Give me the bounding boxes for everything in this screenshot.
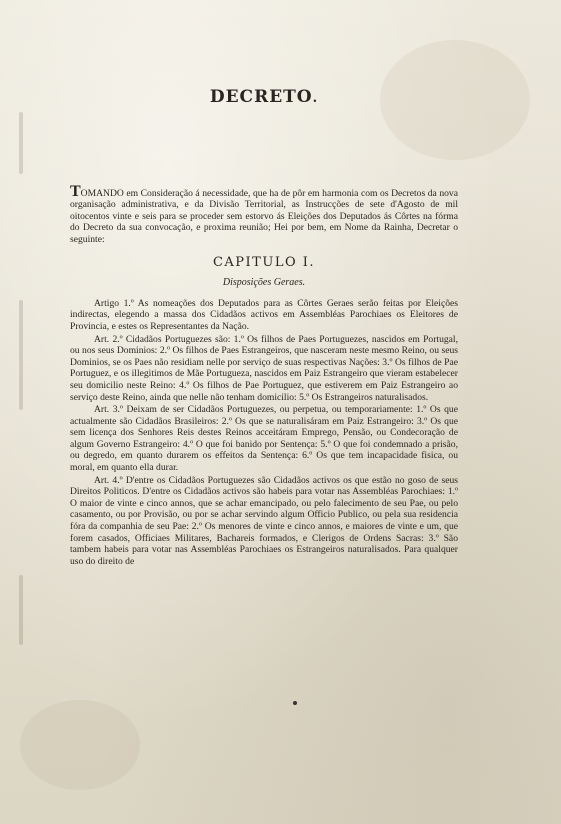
article-paragraph: Art. 3.º Deixam de ser Cidadãos Portuguezes, ou perpetua, ou temporariamente: 1.º Os que actualmente são Cidadãos Brasileiros: 2.º Os que se naturalisáram em Paiz Estrangeiro: 3.º Os que sem licença dos Senhores Reis destes Reinos acceitáram Emprego, Pensão, ou Condecoração de algum Governo Estrangeiro: 4.º O que foi banido por Sentença: 5.º O que foi condemnado a prisão, ou degredo, em quanto durarem os effeitos da Sentença: 6.º Os que tem incapacidade fisica, ou moral, em quanto ella durar. [70,404,458,474]
chapter-heading: CAPITULO I. [212,254,316,270]
paper-stain [20,700,140,790]
article-paragraph: Art. 4.º D'entre os Cidadãos Portuguezes são Cidadãos activos os que estão no goso de seus Direitos Politicos. D'entre os Cidadãos activos são habeis para votar nas Assembléas Parochiaes: 1.º O maior de vinte e cinco annos, que se achar emancipado, ou pelo falecimento de seu Pae, ou pelo casamento, ou por Provisão, ou por se achar servindo algum Officio Publico, ou pela sua residencia fóra da companhia de seu Pae: 2.º Os menores de vinte e cinco annos, e maiores de vinte e um, que forem casados, Officiaes Militares, Bachareis formados, e Clerigos de Ordens Sacras: 3.º São tambem habeis para votar nas Assembléas Parochiaes os Estrangeiros naturalisados. Para qualquer uso do direito de [70,474,458,567]
intro-paragraph [70,182,458,246]
intro-text: em Consideração á necessidade, que ha de pôr em harmonia com os Decretos da nova organisação administrativa, e da Divisão Territorial, as Instrucções de sete d'Agosto de mil oitocentos vinte e seis para se proceder sem estorvo ás Eleições dos Deputados ás Côrtes na fórma do Decreto da sua convocação, e proxima reunião; Hei por bem, em Nome da Rainha, Decretar o seguinte: [70,187,458,245]
intro-dropcap: T [70,182,81,200]
title-text: DECRETO [209,87,313,107]
document-body [70,87,458,567]
page-fold-mark [19,112,23,174]
article-paragraph: Artigo 1.º As nomeações dos Deputados para as Côrtes Geraes serão feitas por Eleições indirectas, elegendo a massa dos Cidadãos activos em Assembléas Parochiaes os Eleitores de Provincia, e estes os Representantes da Nação. [70,297,458,332]
title-punctuation: . [312,91,319,106]
page-fold-mark [19,300,23,410]
page-fold-mark [19,575,23,645]
intro-smallcaps: OMANDO [80,187,124,199]
page-mark-dot [293,701,297,705]
section-subheading: Disposições Geraes. [222,277,306,289]
document-title [70,87,458,107]
article-paragraph: Art. 2.º Cidadãos Portuguezes são: 1.º Os filhos de Paes Portuguezes, nascidos em Portugal, ou nos seus Dominios: 2.º Os filhos de Paes Estrangeiros, que nasceram neste mesmo Reino, ou seus Dominios, se os Paes não residiam nelle por serviço de suas respectivas Nações: 3.º Os filhos de Pae Portuguez, e os illegitimos de Mãe Portugueza, nascidos em Paiz Estrangeiro que vieram estabelecer seu domicilio neste Reino: 4.º Os filhos de Pae Portuguez, que estiverem em Paiz Estrangeiro ao serviço deste Reino, ainda que nelle não tenham domicilio: 5.º Os Estrangeiros naturalisados. [70,333,458,403]
